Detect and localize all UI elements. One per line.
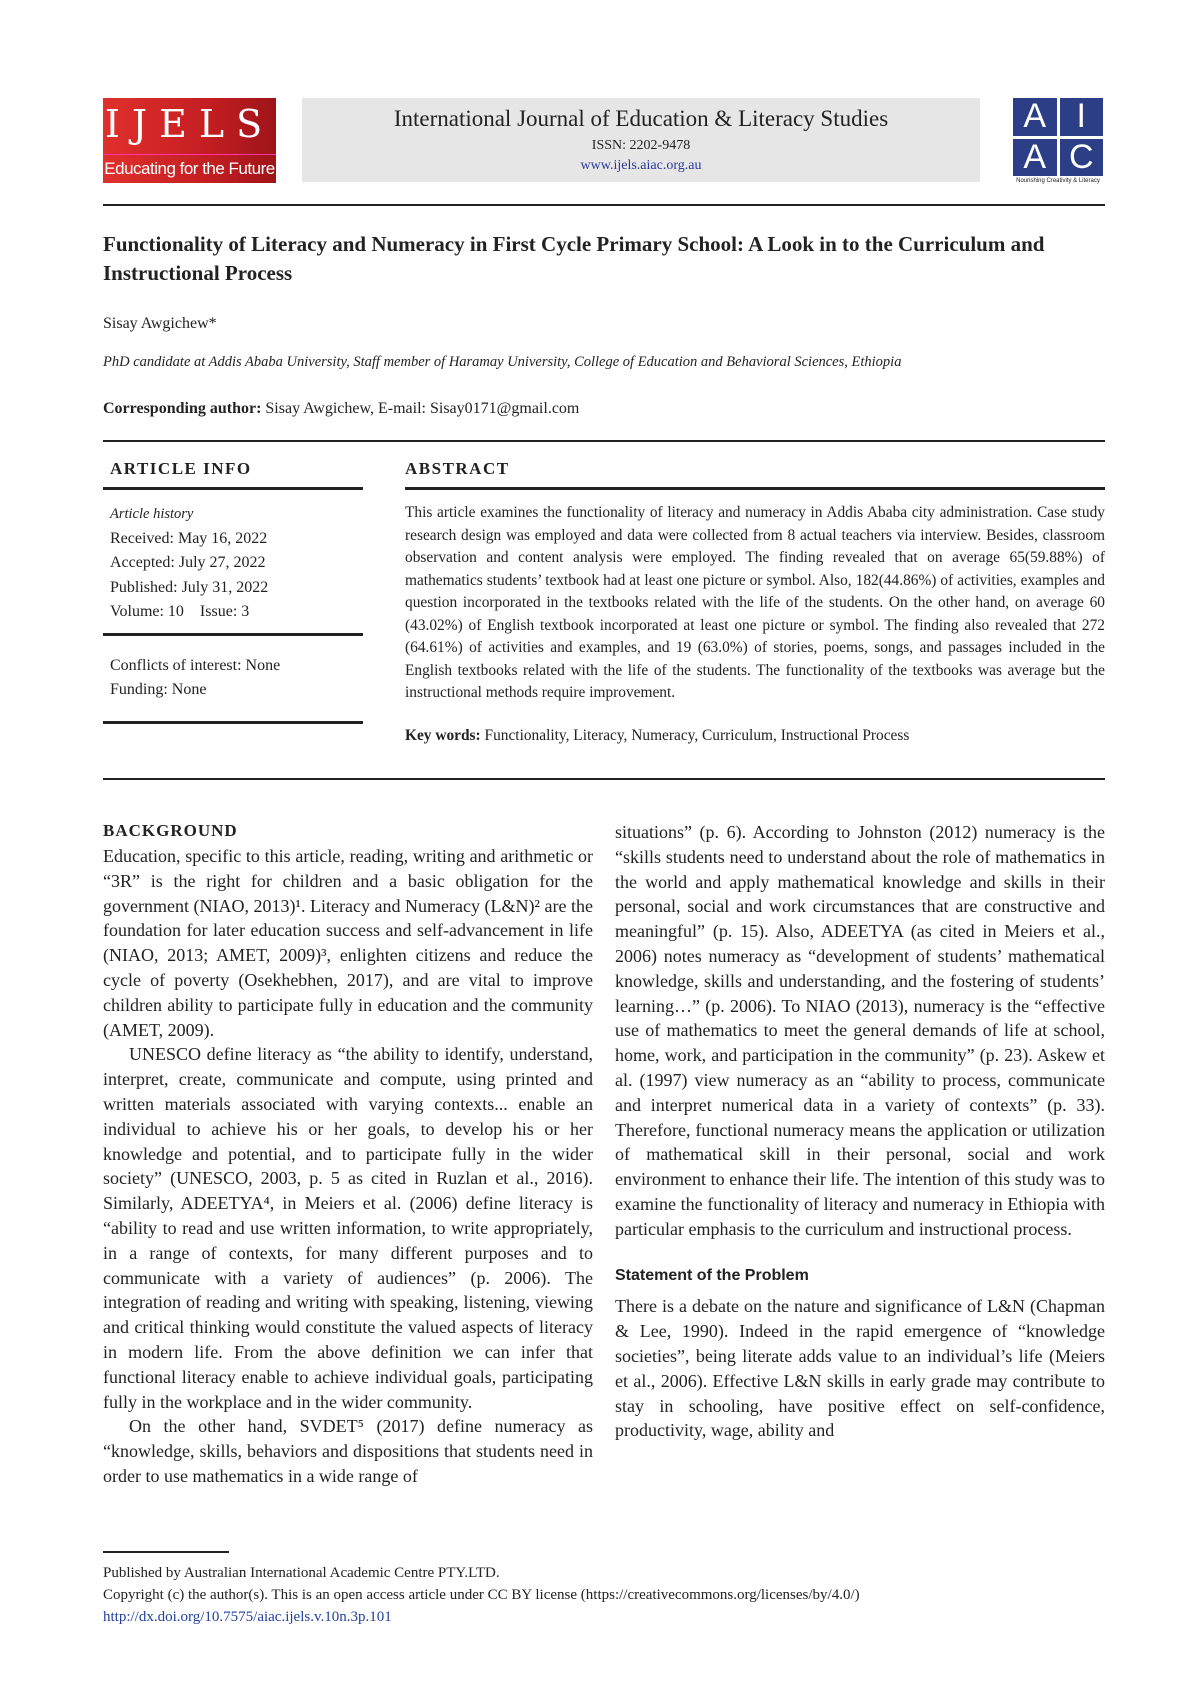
- journal-banner: [302, 98, 980, 182]
- keywords-text: Functionality, Literacy, Numeracy, Curriculum, Instructional Process: [480, 726, 910, 744]
- paragraph: UNESCO define literacy as “the ability to identify, understand, interpret, create, communicate and compute, using printed and written materials associated with varying contexts... enable an individual to achieve his or her goals, to develop his or her knowledge and potential, and to participate fully in the wider society” (UNESCO, 2003, p. 5 as cited in Ruzlan et al., 2016). Similarly, ADEETYA⁴, in Meiers et al. (2006) define literacy is “ability to read and use written information, to write appropriately, in a range of contexts, for many different purposes and to communicate with a variety of audiences” (p. 2006). The integration of reading and writing with speaking, listening, viewing and critical thinking would constitute the valued aspects of literacy in modern life. From the above definition we can infer that functional literacy enable to achieve individual goals, participating fully in the workplace and in the wider community.: [103, 1044, 593, 1412]
- divider: [103, 633, 363, 636]
- corresponding-text: Sisay Awgichew, E-mail: Sisay0171@gmail.com: [261, 400, 580, 417]
- problem-heading: Statement of the Problem: [615, 1266, 809, 1284]
- logo-tagline: Educating for the Future: [103, 154, 276, 179]
- ijels-logo: [103, 98, 276, 183]
- footnote-rule: [103, 1551, 229, 1553]
- paper-title: Functionality of Literacy and Numeracy in First Cycle Primary School: A Look in to the Curriculum and Instructional Process: [103, 232, 1045, 285]
- divider: [103, 778, 1105, 780]
- issn: ISSN: 2202-9478: [591, 138, 691, 153]
- abstract-text: This article examines the functionality of literacy and numeracy in Addis Ababa city administration. Case study research design was employed and data were collected from 8 actual teachers via interview. Besides, classroom observation and content analysis were employed. The finding revealed that on average 65(59.88%) of mathematics students’ textbook had at least one picture or symbol. Also, 182(44.86%) of activities, examples and question incorporated in the textbooks related with the life of the students. On the other hand, on average 60 (43.02%) of English textbook incorporated at least one picture or symbol. The finding also revealed that 272 (64.61%) of activities and examples, and 19 (63.0%) of stories, poems, songs, and passages included in the English textbooks related with the life of the students. The functionality of the textbooks was average but the instructional methods require improvement.: [405, 504, 1105, 701]
- keywords: [405, 727, 1105, 745]
- divider: [405, 487, 1105, 490]
- article-history: Article history: [110, 506, 194, 522]
- aiac-letter: C: [1060, 139, 1104, 177]
- paragraph: Education, specific to this article, reading, writing and arithmetic or “3R” is the right for children and a basic obligation for the government (NIAO, 2013)¹. Literacy and Numeracy (L&N)² are the foundation for later education success and self-advancement in life (NIAO, 2013; AMET, 2009)³, enlighten citizens and reduce the cycle of poverty (Osekhebhen, 2017), and are vital to improve children ability to participate fully in education and the community (AMET, 2009).: [103, 846, 593, 1040]
- right-column: [615, 820, 1105, 1443]
- author: Sisay Awgichew*: [103, 315, 217, 332]
- journal-url[interactable]: www.ijels.aiac.org.au: [580, 158, 702, 173]
- article-info-heading: ARTICLE INFO: [110, 459, 252, 478]
- logo-text: IJELS: [104, 102, 275, 146]
- conflicts: Conflicts of interest: None: [110, 656, 281, 674]
- divider: [103, 721, 363, 724]
- footer: [103, 1562, 860, 1628]
- copyright: Copyright (c) the author(s). This is an open access article under CC BY license (https://creativecommons.org/licenses/by/4.0/): [103, 1587, 860, 1603]
- divider: [103, 204, 1105, 206]
- journal-name: International Journal of Education & Literacy Studies: [393, 106, 889, 131]
- divider: [103, 440, 1105, 442]
- left-column: [103, 818, 593, 1489]
- aiac-letter: A: [1013, 98, 1057, 136]
- doi-link[interactable]: http://dx.doi.org/10.7575/aiac.ijels.v.10n.3p.101: [103, 1609, 392, 1625]
- abstract: [405, 459, 1105, 745]
- aiac-letter: I: [1060, 98, 1104, 136]
- accepted-date: Accepted: July 27, 2022: [110, 554, 266, 571]
- keywords-label: Key words:: [405, 726, 481, 744]
- corresponding-label: Corresponding author:: [103, 400, 262, 417]
- affiliation: PhD candidate at Addis Ababa University, Staff member of Haramay University, College of Education and Behavioral Sciences, Ethiopia: [103, 354, 902, 370]
- aiac-tagline: Nourishing Creativity & Literacy: [1016, 178, 1100, 184]
- aiac-letter: A: [1013, 139, 1057, 177]
- article-info: [110, 459, 370, 724]
- divider: [103, 487, 363, 490]
- aiac-logo: [1013, 98, 1103, 176]
- publisher: Published by Australian International Academic Centre PTY.LTD.: [103, 1565, 500, 1581]
- paragraph: situations” (p. 6). According to Johnston (2012) numeracy is the “skills students need to understand about the role of mathematics in the world and apply mathematical knowledge and skills in their personal, social and work circumstances that are constructive and meaningful” (p. 15). Also, ADEETYA (as cited in Meiers et al., 2006) notes numeracy as “development of students’ mathematical knowledge, skills and understanding, and the fostering of students’ learning…” (p. 2006). To NIAO (2013), numeracy is the “effective use of mathematics to meet the general demands of life at school, home, work, and participation in the community” (p. 23). Askew et al. (1997) view numeracy as an “ability to process, communicate and interpret numerical data in a variety of contexts” (p. 33). Therefore, functional numeracy means the application or utilization of mathematical skill in their personal, social and work environment to enhance their life. The intention of this study was to examine the functionality of literacy and numeracy in Ethiopia with particular emphasis to the curriculum and instructional process.: [615, 822, 1105, 1239]
- received-date: Received: May 16, 2022: [110, 529, 268, 547]
- background-heading: BACKGROUND: [103, 821, 238, 840]
- published-date: Published: July 31, 2022: [110, 578, 269, 596]
- paragraph: On the other hand, SVDET⁵ (2017) define numeracy as “knowledge, skills, behaviors and dispositions that students need in order to use mathematics in a wide range of: [103, 1416, 593, 1486]
- volume-issue: Volume: 10 Issue: 3: [110, 603, 250, 620]
- corresponding-author: [103, 400, 579, 418]
- paragraph: There is a debate on the nature and significance of L&N (Chapman & Lee, 1990). Indeed in the rapid emergence of “knowledge societies”, being literate adds value to an individual’s life (Meiers et al., 2006). Effective L&N skills in early grade may contribute to stay in schooling, have positive effect on self-confidence, productivity, wage, ability and: [615, 1296, 1105, 1441]
- abstract-heading: ABSTRACT: [405, 459, 510, 478]
- funding: Funding: None: [110, 681, 207, 698]
